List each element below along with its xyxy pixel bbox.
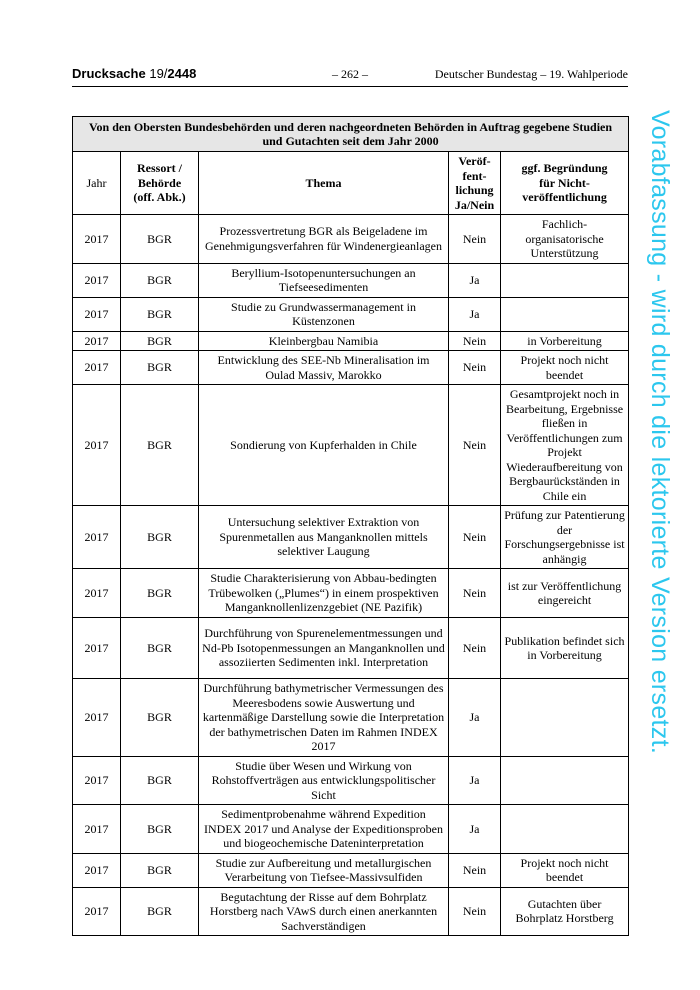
drucksache-number: Drucksache 19/2448 bbox=[72, 66, 197, 81]
cell-ressort: BGR bbox=[121, 679, 199, 757]
table-row bbox=[73, 756, 629, 805]
cell-thema: Durchführung von Spurenelementmessungen und Nd-Pb Isotopenmessungen an Manganknollen und assoziierten Sedimenten inkl. Interpretation bbox=[199, 618, 449, 679]
cell-thema: Beryllium-Isotopenuntersuchungen an Tiefseesedimenten bbox=[199, 263, 449, 297]
column-header-veroeffentlichung: Veröf- fent- lichung Ja/Nein bbox=[449, 152, 501, 215]
cell-jahr: 2017 bbox=[73, 756, 121, 805]
cell-veroeff: Nein bbox=[449, 331, 501, 351]
cell-veroeff: Nein bbox=[449, 618, 501, 679]
cell-begruendung: Projekt noch nicht beendet bbox=[501, 853, 629, 887]
cell-thema: Studie Charakterisierung von Abbau-bedingten Trübewolken („Plumes“) in einem prospektiven Manganknollenlizenzgebiet (NE Pazifik) bbox=[199, 569, 449, 618]
cell-veroeff: Ja bbox=[449, 679, 501, 757]
cell-jahr: 2017 bbox=[73, 506, 121, 569]
table-row bbox=[73, 351, 629, 385]
cell-veroeff: Nein bbox=[449, 506, 501, 569]
cell-begruendung bbox=[501, 679, 629, 757]
cell-veroeff: Nein bbox=[449, 569, 501, 618]
cell-begruendung bbox=[501, 263, 629, 297]
cell-begruendung: Publikation befindet sich in Vorbereitung bbox=[501, 618, 629, 679]
studies-table bbox=[72, 116, 629, 936]
cell-ressort: BGR bbox=[121, 297, 199, 331]
cell-thema: Untersuchung selektiver Extraktion von Spurenmetallen aus Manganknollen mittels selektiver Laugung bbox=[199, 506, 449, 569]
table-row bbox=[73, 569, 629, 618]
cell-thema: Sedimentprobenahme während Expedition INDEX 2017 und Analyse der Expeditionsproben und biogeochemische Dateninterpretation bbox=[199, 805, 449, 854]
cell-ressort: BGR bbox=[121, 215, 199, 264]
cell-ressort: BGR bbox=[121, 385, 199, 506]
cell-begruendung: Projekt noch nicht beendet bbox=[501, 351, 629, 385]
cell-jahr: 2017 bbox=[73, 569, 121, 618]
cell-begruendung: in Vorbereitung bbox=[501, 331, 629, 351]
cell-begruendung bbox=[501, 805, 629, 854]
cell-jahr: 2017 bbox=[73, 679, 121, 757]
cell-ressort: BGR bbox=[121, 756, 199, 805]
cell-veroeff: Nein bbox=[449, 887, 501, 936]
table-row bbox=[73, 679, 629, 757]
cell-jahr: 2017 bbox=[73, 618, 121, 679]
table-row bbox=[73, 506, 629, 569]
cell-begruendung: Gesamtprojekt noch in Bearbeitung, Ergebnisse fließen in Veröffentlichungen zum Projekt Wiederaufbereitung von Bergbaurückständen in Chile ein bbox=[501, 385, 629, 506]
table-row bbox=[73, 215, 629, 264]
cell-ressort: BGR bbox=[121, 506, 199, 569]
table-row bbox=[73, 618, 629, 679]
cell-veroeff: Ja bbox=[449, 756, 501, 805]
cell-ressort: BGR bbox=[121, 263, 199, 297]
cell-ressort: BGR bbox=[121, 805, 199, 854]
page-number: – 262 – bbox=[332, 67, 368, 81]
column-header-ressort: Ressort / Behörde (off. Abk.) bbox=[121, 152, 199, 215]
cell-jahr: 2017 bbox=[73, 351, 121, 385]
table-body bbox=[73, 215, 629, 936]
cell-thema: Studie zur Aufbereitung und metallurgischen Verarbeitung von Tiefsee-Massivsulfiden bbox=[199, 853, 449, 887]
cell-ressort: BGR bbox=[121, 351, 199, 385]
column-header-begruendung: ggf. Begründung für Nicht- veröffentlichung bbox=[501, 152, 629, 215]
cell-veroeff: Ja bbox=[449, 297, 501, 331]
cell-jahr: 2017 bbox=[73, 853, 121, 887]
cell-thema: Begutachtung der Risse auf dem Bohrplatz Horstberg nach VAwS durch einen anerkannten Sachverständigen bbox=[199, 887, 449, 936]
cell-jahr: 2017 bbox=[73, 331, 121, 351]
cell-thema: Entwicklung des SEE-Nb Mineralisation im Oulad Massiv, Marokko bbox=[199, 351, 449, 385]
table-row bbox=[73, 853, 629, 887]
table-title: Von den Obersten Bundesbehörden und deren nachgeordneten Behörden in Auftrag gegebene Studien und Gutachten seit dem Jahr 2000 bbox=[73, 117, 629, 152]
table-row bbox=[73, 385, 629, 506]
cell-ressort: BGR bbox=[121, 569, 199, 618]
table-row bbox=[73, 331, 629, 351]
cell-begruendung: ist zur Veröffentlichung eingereicht bbox=[501, 569, 629, 618]
cell-thema: Sondierung von Kupferhalden in Chile bbox=[199, 385, 449, 506]
cell-jahr: 2017 bbox=[73, 297, 121, 331]
cell-ressort: BGR bbox=[121, 331, 199, 351]
cell-begruendung: Prüfung zur Patentierung der Forschungsergebnisse ist anhängig bbox=[501, 506, 629, 569]
cell-begruendung: Fachlich-organisatorische Unterstützung bbox=[501, 215, 629, 264]
publisher-label: Deutscher Bundestag – 19. Wahlperiode bbox=[434, 67, 628, 81]
cell-veroeff: Ja bbox=[449, 263, 501, 297]
column-header-thema: Thema bbox=[199, 152, 449, 215]
cell-jahr: 2017 bbox=[73, 215, 121, 264]
cell-veroeff: Nein bbox=[449, 853, 501, 887]
cell-jahr: 2017 bbox=[73, 805, 121, 854]
cell-veroeff: Nein bbox=[449, 385, 501, 506]
table-row bbox=[73, 263, 629, 297]
cell-ressort: BGR bbox=[121, 887, 199, 936]
page-header bbox=[72, 66, 628, 87]
cell-begruendung bbox=[501, 297, 629, 331]
table-row bbox=[73, 887, 629, 936]
table-row bbox=[73, 805, 629, 854]
table-row bbox=[73, 297, 629, 331]
cell-ressort: BGR bbox=[121, 618, 199, 679]
cell-jahr: 2017 bbox=[73, 887, 121, 936]
cell-veroeff: Ja bbox=[449, 805, 501, 854]
cell-begruendung: Gutachten über Bohrplatz Horstberg bbox=[501, 887, 629, 936]
cell-begruendung bbox=[501, 756, 629, 805]
cell-jahr: 2017 bbox=[73, 385, 121, 506]
cell-thema: Prozessvertretung BGR als Beigeladene im Genehmigungsverfahren für Windenergieanlagen bbox=[199, 215, 449, 264]
cell-ressort: BGR bbox=[121, 853, 199, 887]
cell-thema: Kleinbergbau Namibia bbox=[199, 331, 449, 351]
column-header-jahr: Jahr bbox=[73, 152, 121, 215]
cell-thema: Studie über Wesen und Wirkung von Rohstoffverträgen aus entwicklungspolitischer Sicht bbox=[199, 756, 449, 805]
cell-thema: Studie zu Grundwassermanagement in Küstenzonen bbox=[199, 297, 449, 331]
cell-veroeff: Nein bbox=[449, 351, 501, 385]
cell-jahr: 2017 bbox=[73, 263, 121, 297]
cell-thema: Durchführung bathymetrischer Vermessungen des Meeresbodens sowie Auswertung und kartenmäßige Darstellung sowie die Interpretation der bathymetrischen Daten im Rahmen INDEX 2017 bbox=[199, 679, 449, 757]
cell-veroeff: Nein bbox=[449, 215, 501, 264]
